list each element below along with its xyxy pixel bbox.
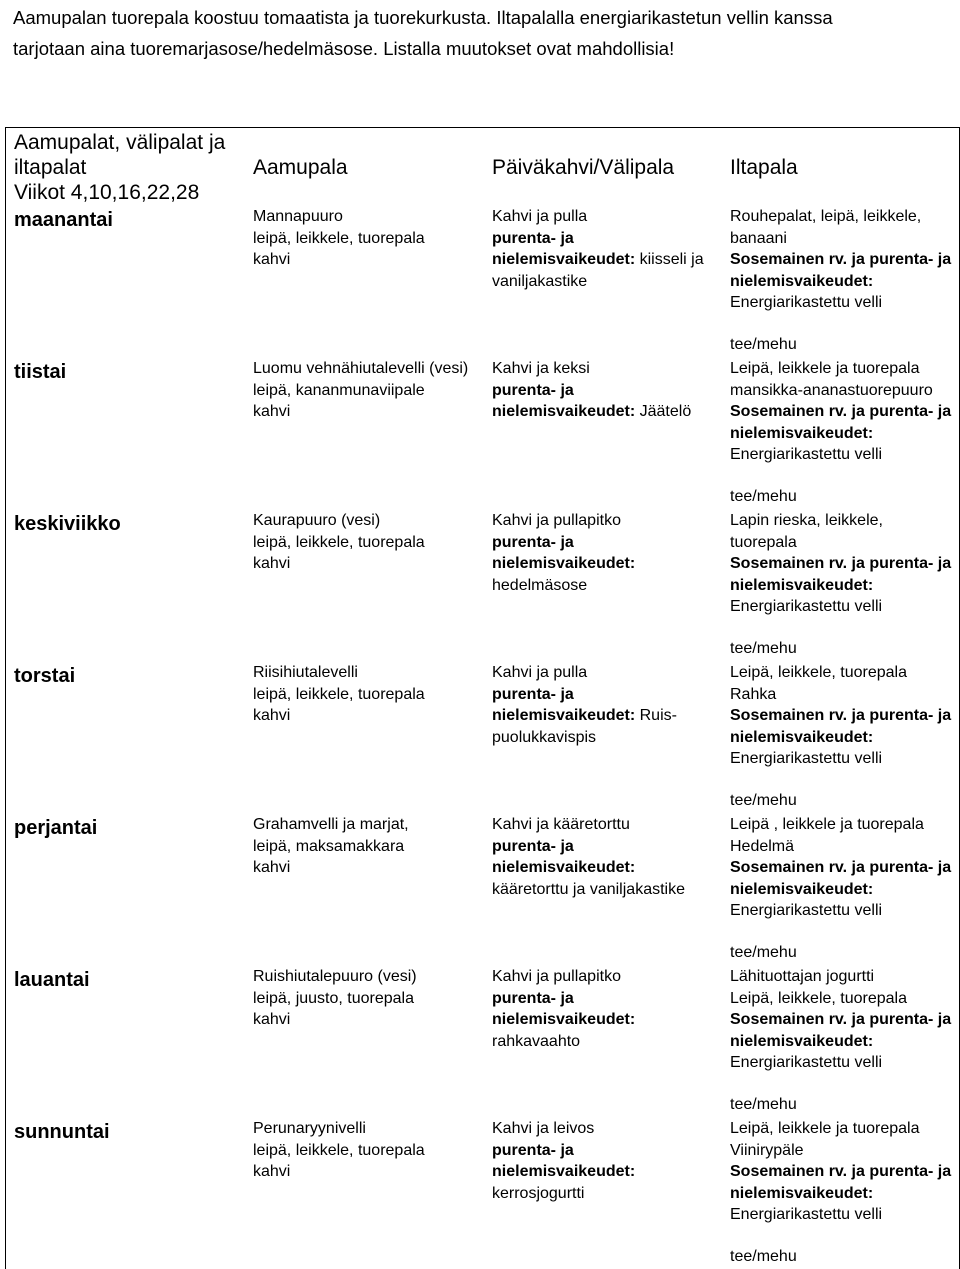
breakfast-line: Ruishiutalepuuro (vesi) <box>253 968 417 985</box>
snack-purenta: purenta- ja <box>492 533 574 551</box>
evening-sose-purenta: ja purenta- ja <box>847 859 952 876</box>
evening-line: Lapin rieska, leikkele, <box>730 512 883 529</box>
evening-velli: Energiarikastettu velli <box>730 294 883 311</box>
breakfast-line: kahvi <box>253 403 291 420</box>
evening-sose-label: Sosemainen rv. <box>730 707 848 724</box>
breakfast-line: Grahamvelli ja marjat, <box>253 816 409 833</box>
snack-dysphagia-option-line: hedelmäsose <box>492 576 588 594</box>
evening-sose-purenta: ja purenta- ja <box>847 707 952 724</box>
snack-niele-label: nielemisvaikeudet: <box>492 555 636 572</box>
snack-dysphagia-option-line: kääretorttu ja vaniljakastike <box>492 880 685 898</box>
breakfast-line: Kaurapuuro (vesi) <box>253 512 381 529</box>
breakfast-cell <box>253 662 425 727</box>
snack-dysphagia-option: Jäätelö <box>635 403 692 420</box>
evening-velli: Energiarikastettu velli <box>730 446 883 463</box>
evening-velli: Energiarikastettu velli <box>730 1206 883 1223</box>
breakfast-line: kahvi <box>253 1163 291 1180</box>
day-name: tiistai <box>14 361 67 383</box>
snack-cell <box>492 510 635 596</box>
evening-drink: tee/mehu <box>730 335 797 353</box>
snack-main: Kahvi ja pullapitko <box>492 968 621 985</box>
snack-niele-label: nielemisvaikeudet: <box>492 1011 636 1028</box>
snack-main: Kahvi ja pullapitko <box>492 512 621 529</box>
evening-cell <box>730 662 951 811</box>
snack-dysphagia-option: kiisseli ja <box>635 251 704 268</box>
day-name: keskiviikko <box>14 513 121 535</box>
evening-sose-line <box>730 553 951 575</box>
snack-main: Kahvi ja kääretorttu <box>492 816 630 833</box>
evening-sose-purenta: ja purenta- ja <box>847 251 952 268</box>
evening-niele-label: nielemisvaikeudet: <box>730 424 874 442</box>
snack-purenta: purenta- ja <box>492 229 574 247</box>
evening-velli: Energiarikastettu velli <box>730 902 883 919</box>
evening-line: Leipä , leikkele ja tuorepala <box>730 816 924 833</box>
breakfast-line: leipä, kananmunaviipale <box>253 381 425 399</box>
breakfast-cell <box>253 206 425 271</box>
evening-cell <box>730 358 951 507</box>
table-title-line-1: Aamupalat, välipalat ja <box>14 131 226 154</box>
evening-velli: Energiarikastettu velli <box>730 598 883 615</box>
snack-dysphagia-option-line: kerrosjogurtti <box>492 1184 585 1202</box>
evening-niele-label: nielemisvaikeudet: <box>730 272 874 290</box>
evening-line: banaani <box>730 229 787 247</box>
evening-niele-label: nielemisvaikeudet: <box>730 576 874 594</box>
breakfast-line: Luomu vehnähiutalevelli (vesi) <box>253 360 469 377</box>
evening-line: Rouhepalat, leipä, leikkele, <box>730 208 922 225</box>
breakfast-line: leipä, leikkele, tuorepala <box>253 685 425 703</box>
evening-sose-line <box>730 1161 951 1183</box>
evening-sose-label: Sosemainen rv. <box>730 859 848 876</box>
snack-niele-label: nielemisvaikeudet: <box>492 707 636 724</box>
evening-drink: tee/mehu <box>730 639 797 657</box>
evening-niele-label: nielemisvaikeudet: <box>730 728 874 746</box>
snack-dysphagia-option-line: vaniljakastike <box>492 272 588 290</box>
evening-velli: Energiarikastettu velli <box>730 1054 883 1071</box>
evening-sose-label: Sosemainen rv. <box>730 555 848 572</box>
evening-sose-label: Sosemainen rv. <box>730 251 848 268</box>
evening-line: Hedelmä <box>730 837 795 855</box>
snack-dysphagia-line <box>492 553 635 575</box>
evening-sose-purenta: ja purenta- ja <box>847 1163 952 1180</box>
snack-purenta: purenta- ja <box>492 685 574 703</box>
evening-sose-label: Sosemainen rv. <box>730 1163 848 1180</box>
evening-line: Lähituottajan jogurtti <box>730 968 875 985</box>
breakfast-line: Riisihiutalevelli <box>253 664 358 681</box>
snack-dysphagia-line <box>492 857 685 879</box>
snack-niele-label: nielemisvaikeudet: <box>492 1163 636 1180</box>
evening-niele-label: nielemisvaikeudet: <box>730 880 874 898</box>
evening-line: Rahka <box>730 685 777 703</box>
evening-line: Leipä, leikkele ja tuorepala <box>730 360 920 377</box>
day-name: torstai <box>14 665 76 687</box>
snack-dysphagia-line <box>492 401 691 423</box>
breakfast-line: kahvi <box>253 707 291 724</box>
evening-sose-purenta: ja purenta- ja <box>847 555 952 572</box>
evening-line: tuorepala <box>730 533 797 551</box>
breakfast-cell <box>253 358 468 423</box>
breakfast-line: Mannapuuro <box>253 208 343 225</box>
snack-main: Kahvi ja pulla <box>492 208 588 225</box>
evening-cell <box>730 814 951 963</box>
snack-dysphagia-line <box>492 705 677 727</box>
snack-main: Kahvi ja leivos <box>492 1120 595 1137</box>
intro-text <box>13 2 953 64</box>
evening-sose-line <box>730 705 951 727</box>
snack-purenta: purenta- ja <box>492 381 574 399</box>
snack-dysphagia-line <box>492 1161 635 1183</box>
col-header-evening: Iltapala <box>730 156 798 179</box>
breakfast-cell <box>253 966 417 1031</box>
snack-cell <box>492 966 635 1052</box>
snack-dysphagia-line <box>492 1009 635 1031</box>
breakfast-cell <box>253 814 409 879</box>
snack-purenta: purenta- ja <box>492 1141 574 1159</box>
evening-sose-purenta: ja purenta- ja <box>847 403 952 420</box>
evening-line: Leipä, leikkele ja tuorepala <box>730 1120 920 1137</box>
evening-sose-line <box>730 1009 951 1031</box>
snack-dysphagia-line <box>492 249 704 271</box>
evening-sose-line <box>730 249 951 271</box>
evening-drink: tee/mehu <box>730 1247 797 1265</box>
evening-cell <box>730 510 951 659</box>
evening-drink: tee/mehu <box>730 943 797 961</box>
evening-sose-purenta: ja purenta- ja <box>847 1011 952 1028</box>
col-header-snack: Päiväkahvi/Välipala <box>492 156 675 179</box>
evening-niele-label: nielemisvaikeudet: <box>730 1184 874 1202</box>
evening-line: mansikka-ananastuorepuuro <box>730 381 933 399</box>
breakfast-line: kahvi <box>253 251 291 268</box>
breakfast-line: kahvi <box>253 859 291 876</box>
snack-cell <box>492 358 691 423</box>
snack-main: Kahvi ja keksi <box>492 360 590 377</box>
breakfast-cell <box>253 510 425 575</box>
evening-sose-line <box>730 401 951 423</box>
col-header-breakfast: Aamupala <box>253 156 348 179</box>
table-title-line-3: Viikot 4,10,16,22,28 <box>14 181 200 204</box>
evening-sose-line <box>730 857 951 879</box>
evening-cell <box>730 1118 951 1267</box>
evening-line: Leipä, leikkele, tuorepala <box>730 989 908 1007</box>
breakfast-line: leipä, juusto, tuorepala <box>253 989 414 1007</box>
evening-niele-label: nielemisvaikeudet: <box>730 1032 874 1050</box>
breakfast-line: Perunaryynivelli <box>253 1120 366 1137</box>
snack-niele-label: nielemisvaikeudet: <box>492 251 636 268</box>
evening-line: Leipä, leikkele, tuorepala <box>730 664 908 681</box>
evening-sose-label: Sosemainen rv. <box>730 403 848 420</box>
snack-cell <box>492 1118 635 1204</box>
day-name: maanantai <box>14 209 113 231</box>
day-name: perjantai <box>14 817 98 839</box>
day-name: lauantai <box>14 969 90 991</box>
breakfast-cell <box>253 1118 425 1183</box>
intro-line-2: tarjotaan aina tuoremarjasose/hedelmäsose. Listalla muutokset ovat mahdollisia! <box>13 38 675 59</box>
snack-purenta: purenta- ja <box>492 837 574 855</box>
breakfast-line: leipä, leikkele, tuorepala <box>253 229 425 247</box>
breakfast-line: leipä, leikkele, tuorepala <box>253 1141 425 1159</box>
evening-drink: tee/mehu <box>730 487 797 505</box>
evening-line: Viinirypäle <box>730 1141 804 1159</box>
day-name: sunnuntai <box>14 1121 110 1143</box>
snack-purenta: purenta- ja <box>492 989 574 1007</box>
evening-velli: Energiarikastettu velli <box>730 750 883 767</box>
snack-cell <box>492 662 677 748</box>
snack-dysphagia-option-line: puolukkavispis <box>492 728 597 746</box>
snack-cell <box>492 814 685 900</box>
evening-sose-label: Sosemainen rv. <box>730 1011 848 1028</box>
intro-line-1: Aamupalan tuorepala koostuu tomaatista ja tuorekurkusta. Iltapalalla energiarikastetun vellin kanssa <box>13 7 833 28</box>
menu-table <box>5 127 960 1269</box>
breakfast-line: kahvi <box>253 555 291 572</box>
snack-cell <box>492 206 704 292</box>
breakfast-line: leipä, leikkele, tuorepala <box>253 533 425 551</box>
snack-dysphagia-option: Ruis- <box>635 707 677 724</box>
evening-cell <box>730 966 951 1115</box>
evening-drink: tee/mehu <box>730 1095 797 1113</box>
snack-niele-label: nielemisvaikeudet: <box>492 403 636 420</box>
snack-dysphagia-option-line: rahkavaahto <box>492 1032 581 1050</box>
snack-main: Kahvi ja pulla <box>492 664 588 681</box>
snack-niele-label: nielemisvaikeudet: <box>492 859 636 876</box>
evening-cell <box>730 206 951 355</box>
table-title <box>14 130 225 205</box>
evening-drink: tee/mehu <box>730 791 797 809</box>
table-title-line-2: iltapalat <box>14 156 87 179</box>
breakfast-line: kahvi <box>253 1011 291 1028</box>
breakfast-line: leipä, maksamakkara <box>253 837 405 855</box>
